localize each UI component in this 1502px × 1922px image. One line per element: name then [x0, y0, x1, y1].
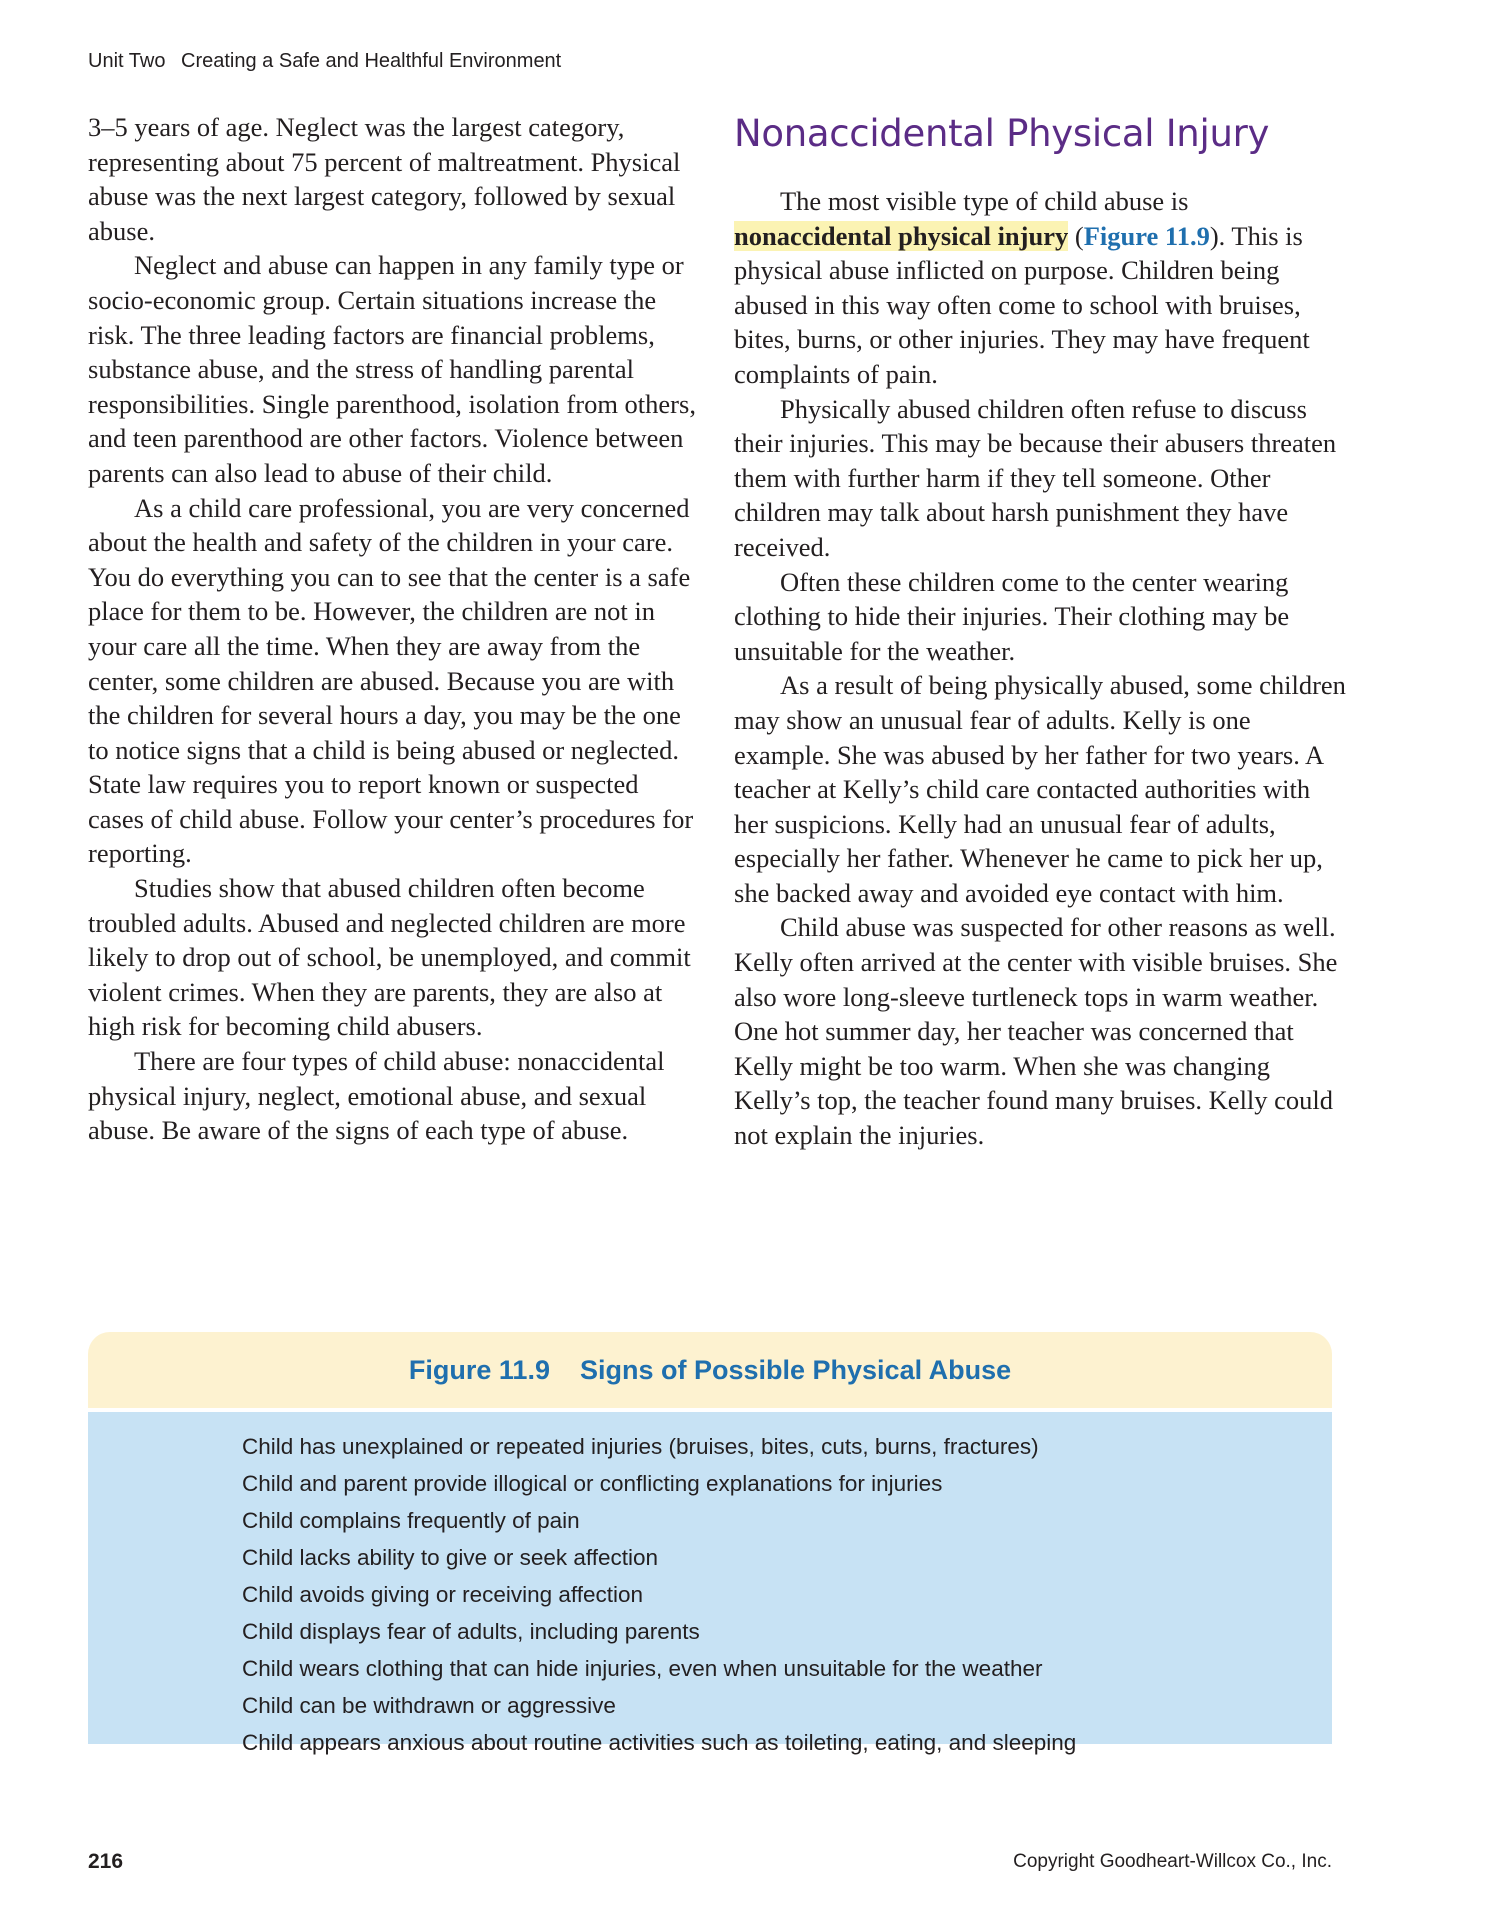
- list-item: Child avoids giving or receiving affection: [242, 1582, 644, 1607]
- list-item: Child can be withdrawn or aggressive: [242, 1693, 616, 1718]
- body-paragraph: Physically abused children often refuse to discuss their injuries. This may be because their abusers threaten them with further harm if they tell someone. Other children may talk about harsh punishment they have received.: [734, 393, 1337, 562]
- list-item: Child lacks ability to give or seek affection: [242, 1545, 659, 1570]
- intro-text-after: ). This is physical abuse inflicted on purpose. Children being abused in this way often come to school with bruises, bites, burns, or other injuries. They may have frequent complaints of pain.: [734, 220, 1310, 389]
- figure-box: [88, 1332, 1332, 1755]
- page-number: 216: [88, 1850, 124, 1873]
- figure-number: Figure 11.9: [408, 1354, 550, 1385]
- signs-list: [242, 1428, 1332, 1761]
- intro-text-before: The most visible type of child abuse is: [780, 186, 1189, 216]
- left-column: [88, 110, 700, 1148]
- figure-title: Signs of Possible Physical Abuse: [579, 1354, 1012, 1385]
- section-heading: Nonaccidental Physical Injury: [734, 112, 1270, 155]
- running-head: [88, 50, 561, 73]
- running-head-unit: Unit Two: [88, 50, 166, 72]
- list-item: Child has unexplained or repeated injuries (bruises, bites, cuts, burns, fractures): [242, 1434, 1039, 1459]
- body-paragraph: Studies show that abused children often become troubled adults. Abused and neglected children are more likely to drop out of school, be unemployed, and commit violent crimes. When they are parents, they are also at high risk for becoming child abusers.: [88, 873, 691, 1042]
- body-paragraph: There are four types of child abuse: nonaccidental physical injury, neglect, emotional abuse, and sexual abuse. Be aware of the signs of each type of abuse.: [88, 1046, 665, 1146]
- figure-header: [88, 1332, 1332, 1408]
- body-paragraph: Child abuse was suspected for other reasons as well. Kelly often arrived at the center with visible bruises. She also wore long-sleeve turtleneck tops in warm weather. One hot summer day, her teacher was concerned that Kelly might be too warm. When she was changing Kelly’s top, the teacher found many bruises. Kelly could not explain the injuries.: [734, 912, 1338, 1151]
- key-term: nonaccidental physical injury: [734, 220, 1069, 251]
- list-item: Child complains frequently of pain: [242, 1508, 580, 1533]
- intro-open-paren: (: [1068, 220, 1084, 251]
- list-item: Child and parent provide illogical or conflicting explanations for injuries: [242, 1471, 943, 1496]
- list-item: Child appears anxious about routine activities such as toileting, eating, and sleeping: [242, 1730, 1077, 1755]
- body-paragraph: 3–5 years of age. Neglect was the largest category, representing about 75 percent of maltreatment. Physical abuse was the next largest category, followed by sexual abuse.: [88, 112, 681, 246]
- body-paragraph: As a child care professional, you are very concerned about the health and safety of the children in your care. You do everything you can to see that the center is a safe place for them to be. However, the children are not in your care all the time. When they are away from the center, some children are abused. Because you are with the children for several hours a day, you may be the one to notice signs that a child is being abused or neglected. State law requires you to report known or suspected cases of child abuse. Follow your center’s procedures for reporting.: [88, 492, 694, 869]
- body-paragraph: As a result of being physically abused, some children may show an unusual fear of adults. Kelly is one example. She was abused by her father for two years. A teacher at Kelly’s child care contacted authorities with her suspicions. Kelly had an unusual fear of adults, especially her father. Whenever he came to pick her up, she backed away and avoided eye contact with him.: [734, 670, 1346, 908]
- body-paragraph: Often these children come to the center wearing clothing to hide their injuries. Their clothing may be unsuitable for the weather.: [734, 566, 1290, 666]
- figure-reference-link[interactable]: Figure 11.9: [1083, 220, 1210, 251]
- running-head-title: Creating a Safe and Healthful Environment: [181, 50, 562, 72]
- figure-body: [88, 1412, 1332, 1755]
- copyright-notice: Copyright Goodheart-Willcox Co., Inc.: [1013, 1851, 1332, 1872]
- list-item: Child wears clothing that can hide injuries, even when unsuitable for the weather: [242, 1656, 1043, 1681]
- list-item: Child displays fear of adults, including parents: [242, 1619, 700, 1644]
- body-paragraph: Neglect and abuse can happen in any family type or socio-economic group. Certain situations increase the risk. The three leading factors are financial problems, substance abuse, and the stress of handling parental responsibilities. Single parenthood, isolation from others, and teen parenthood are other factors. Violence between parents can also lead to abuse of their child.: [88, 250, 696, 488]
- body-paragraph-intro: [734, 184, 1350, 392]
- right-column: [734, 110, 1350, 1153]
